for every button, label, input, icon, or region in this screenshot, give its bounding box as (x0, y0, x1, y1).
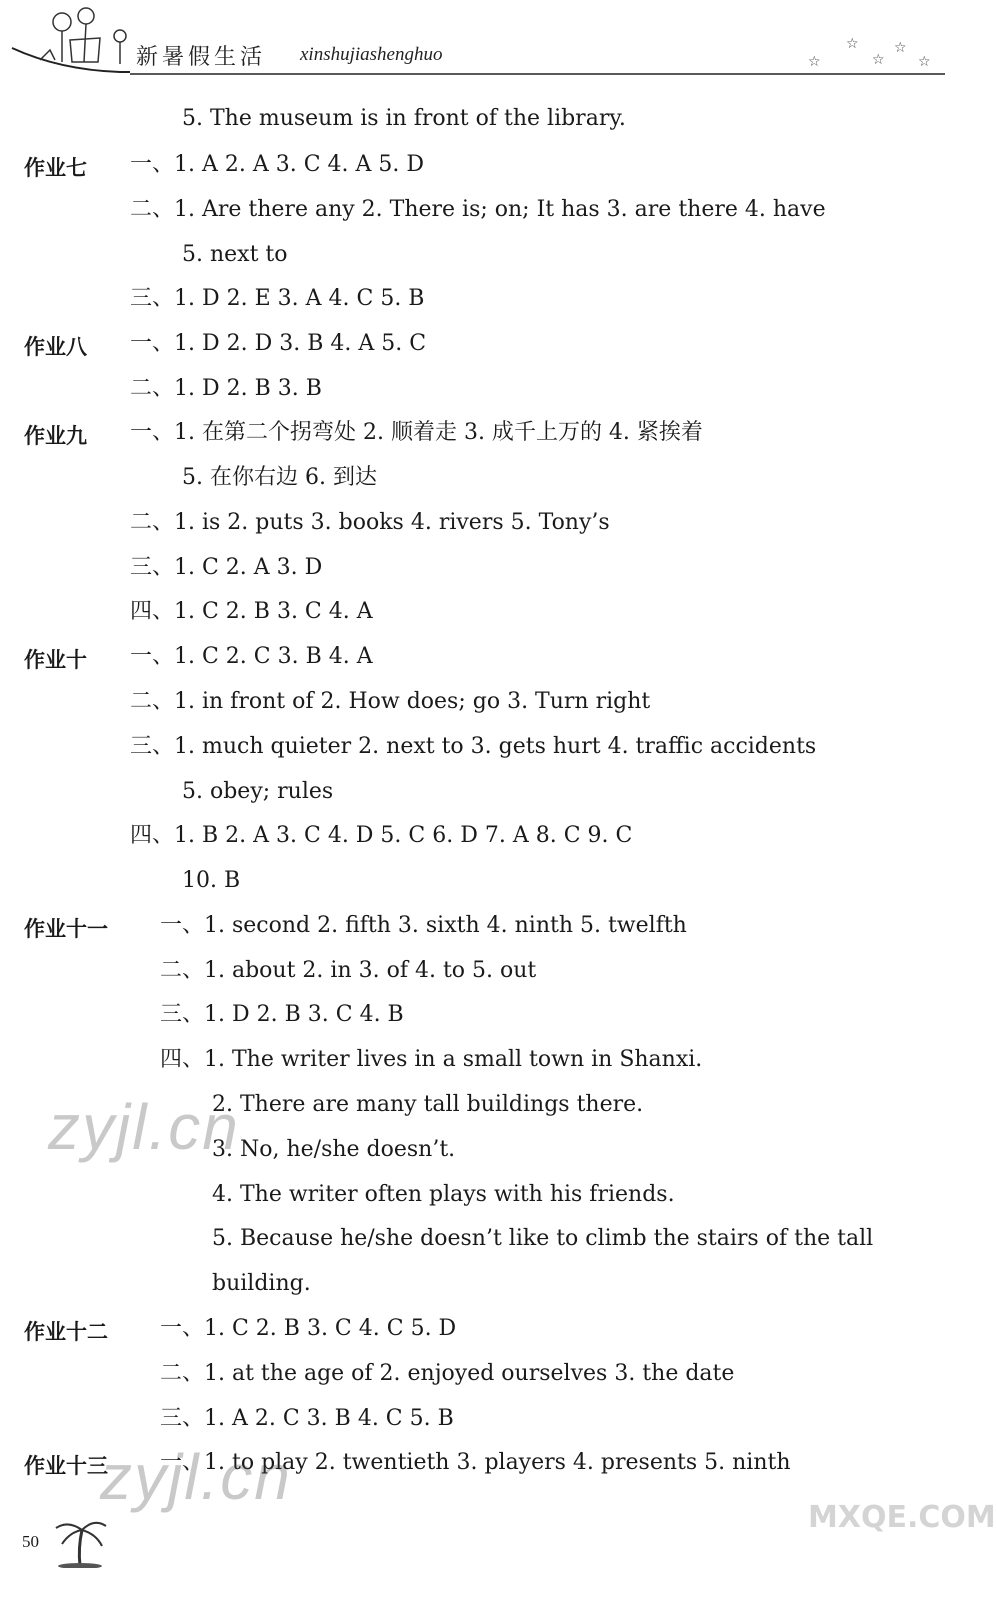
answer-line: 二、1. D 2. B 3. B (130, 376, 322, 401)
answer-line: building. (212, 1271, 311, 1296)
watermark-mxqe: MXQE.COM (808, 1500, 996, 1535)
answer-line: 一、1. second 2. fifth 3. sixth 4. ninth 5. twelfth (160, 913, 687, 938)
answer-line: 3. No, he/she doesn’t. (212, 1137, 456, 1162)
answer-line: 二、1. in front of 2. How does; go 3. Turn right (130, 689, 651, 714)
answer-line: 一、1. to play 2. twentieth 3. players 4. presents 5. ninth (160, 1450, 791, 1475)
answer-line: 5. 在你右边 6. 到达 (182, 465, 377, 490)
answer-line: 三、1. much quieter 2. next to 3. gets hurt 4. traffic accidents (130, 734, 817, 759)
answer-line: 一、1. D 2. D 3. B 4. A 5. C (130, 331, 427, 356)
page-header (0, 0, 996, 90)
svg-text:☆: ☆ (846, 36, 859, 52)
answer-line: 二、1. is 2. puts 3. books 4. rivers 5. Tony’s (130, 510, 610, 535)
answer-line: 四、1. C 2. B 3. C 4. A (130, 599, 373, 624)
answer-line: 一、1. C 2. B 3. C 4. C 5. D (160, 1316, 457, 1341)
watermark-zyjl-2: zyjl.cn (100, 1441, 292, 1513)
svg-text:☆: ☆ (872, 52, 885, 68)
header-title: 新暑假生活 (136, 45, 267, 70)
answer-line: 三、1. D 2. E 3. A 4. C 5. B (130, 286, 425, 311)
answer-line: 一、1. 在第二个拐弯处 2. 顺着走 3. 成千上万的 4. 紧挨着 (130, 420, 703, 445)
assignment-label: 作业十 (24, 648, 87, 672)
assignment-label: 作业九 (24, 424, 87, 448)
svg-text:☆: ☆ (918, 54, 931, 70)
answer-line: 5. obey; rules (182, 779, 334, 804)
svg-text:☆: ☆ (894, 40, 907, 56)
answer-line: 二、1. Are there any 2. There is; on; It has 3. are there 4. have (130, 197, 826, 222)
answer-line: 三、1. C 2. A 3. D (130, 555, 323, 580)
svg-text:☆: ☆ (808, 54, 821, 70)
answer-line: 四、1. The writer lives in a small town in Shanxi. (160, 1047, 703, 1072)
answer-line: 5. The museum is in front of the library. (182, 106, 626, 131)
answer-line: 四、1. B 2. A 3. C 4. D 5. C 6. D 7. A 8. C 9. C (130, 823, 633, 848)
assignment-label: 作业七 (24, 156, 87, 180)
answer-line: 一、1. A 2. A 3. C 4. A 5. D (130, 152, 425, 177)
answer-line: 5. Because he/she doesn’t like to climb the stairs of the tall (212, 1226, 874, 1251)
answer-line: 二、1. at the age of 2. enjoyed ourselves 3. the date (160, 1361, 735, 1386)
answer-line: 一、1. C 2. C 3. B 4. A (130, 644, 373, 669)
answer-line: 二、1. about 2. in 3. of 4. to 5. out (160, 958, 537, 983)
watermark-zyjl-1: zyjl.cn (48, 1091, 240, 1163)
header-pinyin: xinshujiashenghuo (300, 44, 443, 65)
answer-line: 2. There are many tall buildings there. (212, 1092, 644, 1117)
assignment-label: 作业十二 (24, 1320, 108, 1344)
answer-line: 5. next to (182, 242, 288, 267)
assignment-label: 作业八 (24, 335, 87, 359)
palm-tree-icon (50, 1508, 110, 1568)
answer-line: 10. B (182, 868, 241, 893)
page-number: 50 (22, 1532, 39, 1551)
assignment-label: 作业十一 (24, 917, 108, 941)
assignment-label: 作业十三 (24, 1454, 108, 1478)
answer-line: 三、1. D 2. B 3. C 4. B (160, 1002, 404, 1027)
answer-line: 4. The writer often plays with his friends. (212, 1182, 675, 1207)
answer-line: 三、1. A 2. C 3. B 4. C 5. B (160, 1406, 454, 1431)
